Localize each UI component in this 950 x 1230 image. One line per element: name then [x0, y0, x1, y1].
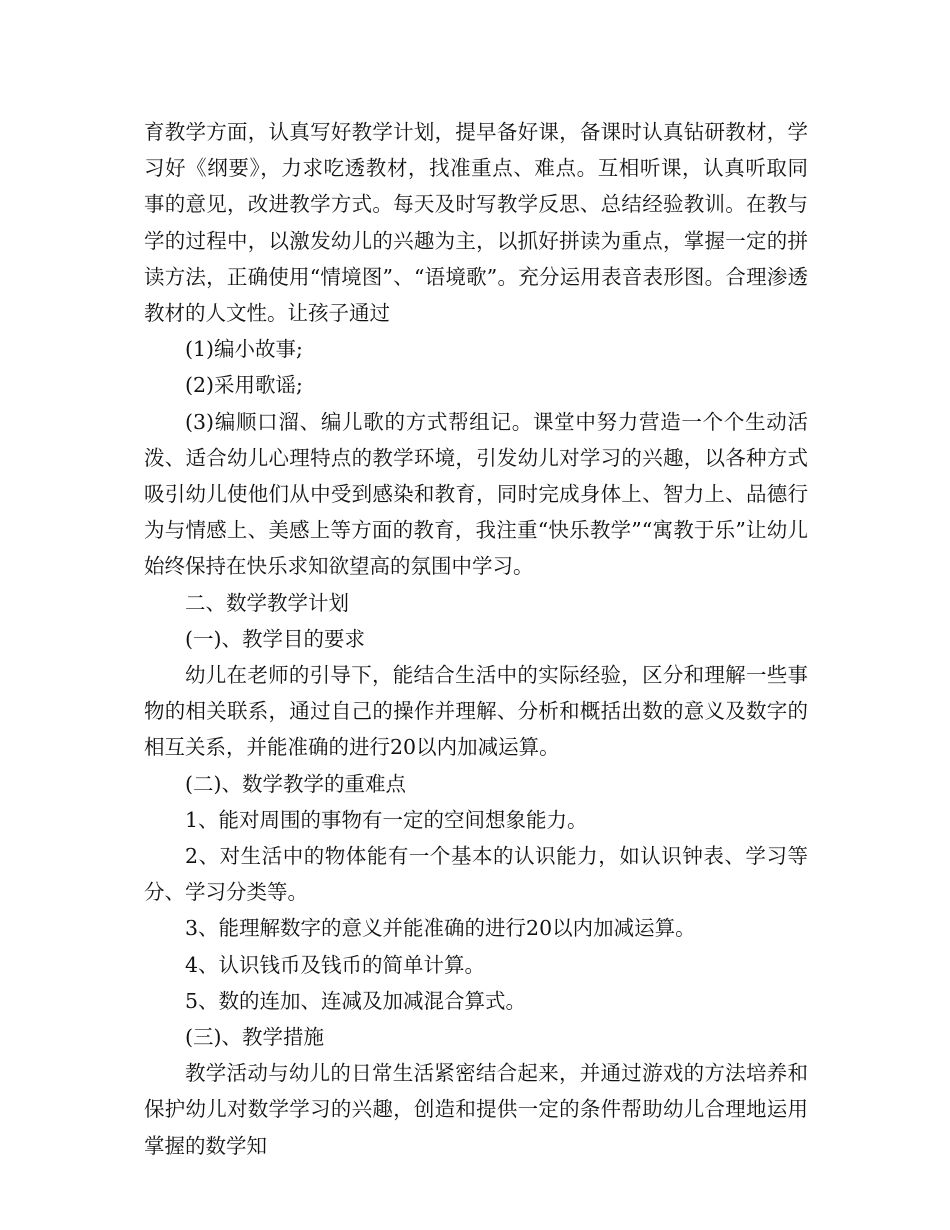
paragraph-goals: 幼儿在老师的引导下，能结合生活中的实际经验，区分和理解一些事物的相关联系，通过自己的操作并理解、分析和概括出数的意义及数字的相互关系，并能准确的进行20以内加减运算。 — [144, 663, 808, 760]
list-item-story: (1)编小故事; — [185, 337, 303, 362]
paragraph-continuation: 育教学方面，认真写好教学计划，提早备好课，备课时认真钻研教材，学习好《纲要》，力求吃透教材，找准重点、难点。互相听课，认真听取同事的意见，改进教学方式。每天及时写教学反思、总结经验教训。在教与学的过程中，以激发幼儿的兴趣为主，以抓好拼读为重点，掌握一定的拼读方法，正确使用“情境图”、“语境歌”。充分运用表音表形图。合理渗透教材的人文性。让孩子通过 — [144, 120, 808, 326]
key-point-item-5: 5、数的连加、连减及加减混合算式。 — [185, 988, 527, 1013]
document-body — [144, 114, 808, 1164]
key-point-item-1: 1、能对周围的事物有一定的空间想象能力。 — [185, 807, 588, 832]
key-point-item-3: 3、能理解数字的意义并能准确的进行20以内加减运算。 — [185, 916, 696, 941]
subsection-heading-measures: (三)、教学措施 — [185, 1025, 324, 1050]
key-point-item-2: 2、对生活中的物体能有一个基本的认识能力，如认识钟表、学习等分、学习分类等。 — [144, 844, 808, 905]
list-item-rhyme: (3)编顺口溜、编儿歌的方式帮组记。课堂中努力营造一个个生动活泼、适合幼儿心理特点的教学环境，引发幼儿对学习的兴趣，以各种方式吸引幼儿使他们从中受到感染和教育，同时完成身体上、智力上、品德行为与情感上、美感上等方面的教育，我注重“快乐教学”“寓教于乐”让幼儿始终保持在快乐求知欲望高的氛围中学习。 — [144, 409, 808, 579]
list-item-ballad: (2)采用歌谣; — [185, 373, 303, 398]
subsection-heading-key-points: (二)、数学教学的重难点 — [185, 771, 406, 796]
subsection-heading-goals: (一)、教学目的要求 — [185, 626, 365, 651]
section-heading-math-plan: 二、数学教学计划 — [185, 590, 349, 615]
paragraph-measures: 教学活动与幼儿的日常生活紧密结合起来，并通过游戏的方法培养和保护幼儿对数学学习的兴趣，创造和提供一定的条件帮助幼儿合理地运用掌握的数学知 — [144, 1061, 808, 1158]
key-point-item-4: 4、认识钱币及钱币的简单计算。 — [185, 952, 486, 977]
